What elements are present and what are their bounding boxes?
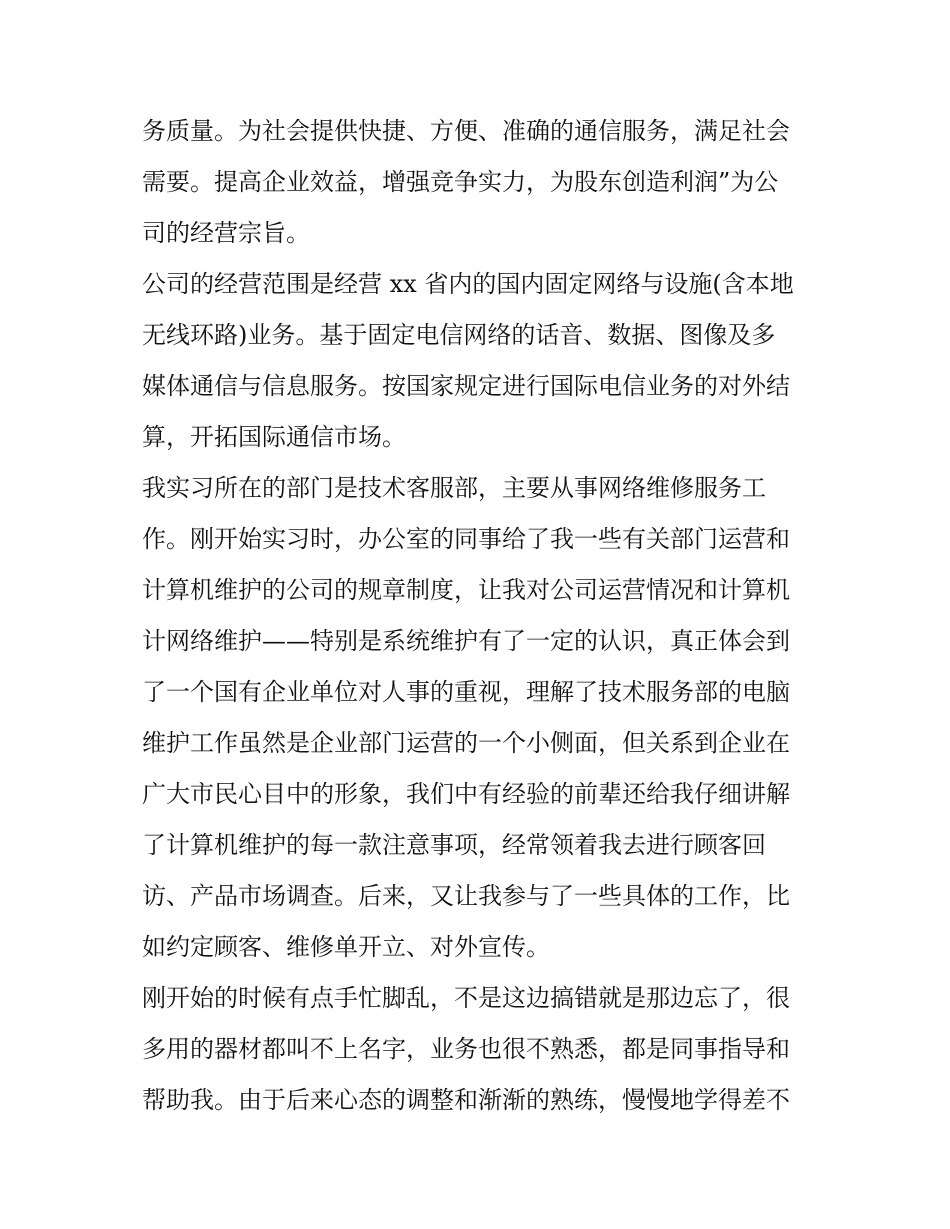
text-line-20: 帮助我。由于后来心态的调整和渐渐的熟练，慢慢地学得差不 bbox=[142, 1086, 790, 1114]
text-line-8: 我实习所在的部门是技术客服部，主要从事网络维修服务工 bbox=[142, 474, 766, 502]
text-line-14: 广大市民心目中的形象，我们中有经验的前辈还给我仔细讲解 bbox=[142, 780, 790, 808]
text-line-11: 计网络维护——特别是系统维护有了一定的认识，真正体会到 bbox=[142, 627, 790, 655]
text-line-1: 务质量。为社会提供快捷、方便、准确的通信服务，满足社会 bbox=[142, 117, 790, 145]
text-line-9: 作。刚开始实习时，办公室的同事给了我一些有关部门运营和 bbox=[142, 525, 790, 553]
text-line-7: 算，开拓国际通信市场。 bbox=[142, 423, 406, 451]
text-line-10: 计算机维护的公司的规章制度，让我对公司运营情况和计算机 bbox=[142, 576, 790, 604]
text-line-16: 访、产品市场调查。后来，又让我参与了一些具体的工作，比 bbox=[142, 882, 790, 910]
text-line-15: 了计算机维护的每一款注意事项，经常领着我去进行顾客回 bbox=[142, 831, 766, 859]
text-line-4: 公司的经营范围是经营 xx 省内的国内固定网络与设施(含本地 bbox=[142, 270, 794, 298]
text-line-13: 维护工作虽然是企业部门运营的一个小侧面，但关系到企业在 bbox=[142, 729, 790, 757]
body-text bbox=[142, 106, 822, 1126]
text-line-19: 多用的器材都叫不上名字，业务也很不熟悉，都是同事指导和 bbox=[142, 1035, 790, 1063]
text-line-12: 了一个国有企业单位对人事的重视，理解了技术服务部的电脑 bbox=[142, 678, 790, 706]
text-line-5: 无线环路)业务。基于固定电信网络的话音、数据、图像及多 bbox=[142, 321, 776, 349]
text-line-17: 如约定顾客、维修单开立、对外宣传。 bbox=[142, 933, 550, 961]
text-line-2: 需要。提高企业效益，增强竞争实力，为股东创造利润”为公 bbox=[142, 168, 779, 196]
text-line-3: 司的经营宗旨。 bbox=[142, 219, 310, 247]
text-line-6: 媒体通信与信息服务。按国家规定进行国际电信业务的对外结 bbox=[142, 372, 790, 400]
text-line-18: 刚开始的时候有点手忙脚乱，不是这边搞错就是那边忘了，很 bbox=[142, 984, 790, 1012]
